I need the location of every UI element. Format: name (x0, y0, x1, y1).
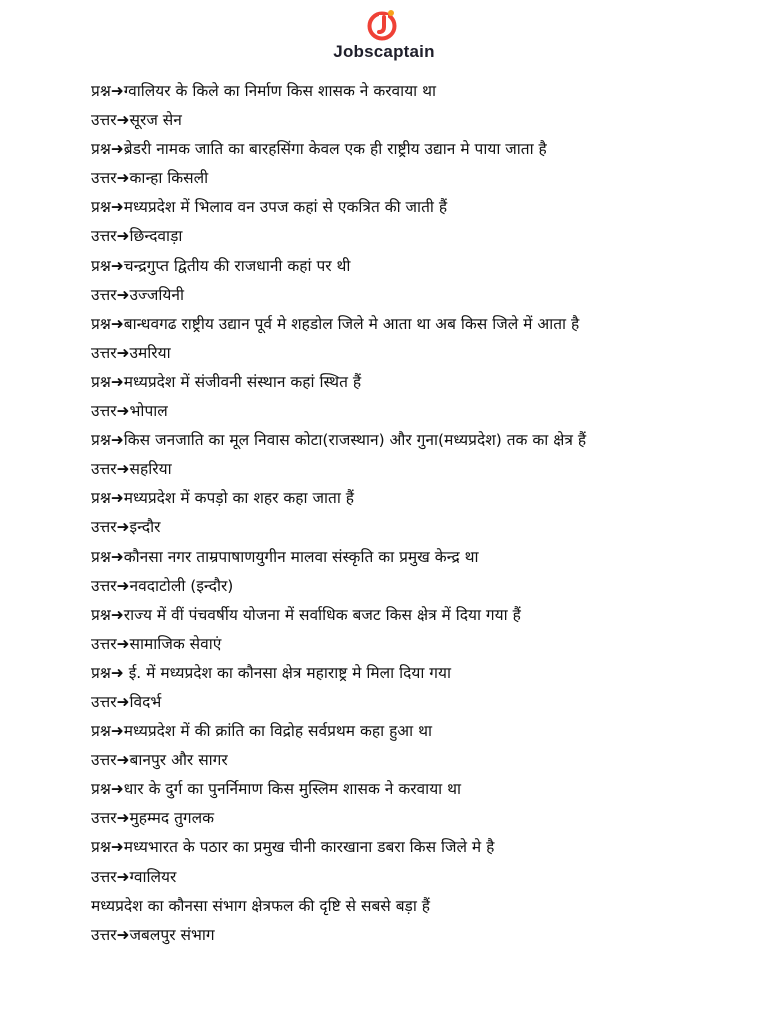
answer-line: उत्तर➜मुहम्मद तुगलक (91, 809, 215, 828)
answer-line: उत्तर➜सहरिया (91, 460, 172, 479)
question-line: प्रश्न➜मध्यप्रदेश में भिलाव वन उपज कहां से एकत्रित की जाती हैं (91, 198, 448, 217)
answer-line: उत्तर➜बानपुर और सागर (91, 751, 228, 770)
question-line: प्रश्न➜मध्यप्रदेश में की क्रांति का विद्रोह सर्वप्रथम कहा हुआ था (91, 722, 432, 741)
question-line: प्रश्न➜किस जनजाति का मूल निवास कोटा(राजस्थान) और गुना(मध्यप्रदेश) तक का क्षेत्र हैं (91, 431, 587, 450)
answer-line: उत्तर➜विदर्भ (91, 692, 162, 711)
answer-line: उत्तर➜सामाजिक सेवाएं (91, 634, 222, 653)
page-header (0, 6, 768, 64)
question-answer-list (91, 77, 751, 950)
answer-line: उत्तर➜कान्हा किसली (91, 169, 209, 188)
question-line: प्रश्न➜बान्धवगढ राष्ट्रीय उद्यान पूर्व मे शहडोल जिले मे आता था अब किस जिले में आता है (91, 314, 580, 333)
answer-line: उत्तर➜ग्वालियर (91, 867, 177, 886)
question-line: प्रश्न➜चन्द्रगुप्त द्वितीय की राजधानी कहां पर थी (91, 256, 351, 275)
answer-line: उत्तर➜भोपाल (91, 402, 168, 421)
question-line: प्रश्न➜ब्रेडरी नामक जाति का बारहसिंगा केवल एक ही राष्ट्रीय उद्यान मे पाया जाता है (91, 140, 547, 159)
jobscaptain-logo-icon (366, 6, 402, 42)
answer-line: उत्तर➜उमरिया (91, 343, 171, 362)
question-line: प्रश्न➜मध्यप्रदेश में संजीवनी संस्थान कहां स्थित हैं (91, 372, 362, 391)
brand-name: Jobscaptain (333, 42, 435, 61)
question-line: प्रश्न➜राज्य में वीं पंचवर्षीय योजना में सर्वाधिक बजट किस क्षेत्र में दिया गया हैं (91, 605, 521, 624)
answer-line: उत्तर➜इन्दौर (91, 518, 161, 537)
question-line: मध्यप्रदेश का कौनसा संभाग क्षेत्रफल की दृष्टि से सबसे बड़ा हैं (91, 896, 431, 915)
question-line: प्रश्न➜ग्वालियर के किले का निर्माण किस शासक ने करवाया था (91, 82, 437, 100)
question-line: प्रश्न➜ ई. में मध्यप्रदेश का कौनसा क्षेत्र महाराष्ट्र मे मिला दिया गया (91, 663, 452, 682)
question-line: प्रश्न➜धार के दुर्ग का पुनर्निमाण किस मुस्लिम शासक ने करवाया था (91, 780, 462, 799)
question-line: प्रश्न➜मध्यभारत के पठार का प्रमुख चीनी कारखाना डबरा किस जिले मे है (91, 838, 495, 857)
answer-line: उत्तर➜जबलपुर संभाग (91, 925, 215, 944)
answer-line: उत्तर➜सूरज सेन (91, 111, 182, 130)
answer-line: उत्तर➜उज्जयिनी (91, 285, 185, 304)
question-line: प्रश्न➜मध्यप्रदेश में कपड़ो का शहर कहा जाता हैं (91, 489, 354, 508)
answer-line: उत्तर➜नवदाटोली (इन्दौर) (91, 576, 234, 595)
answer-line: उत्तर➜छिन्दवाड़ा (91, 227, 183, 246)
question-line: प्रश्न➜कौनसा नगर ताम्रपाषाणयुगीन मालवा संस्कृति का प्रमुख केन्द्र था (91, 547, 479, 566)
